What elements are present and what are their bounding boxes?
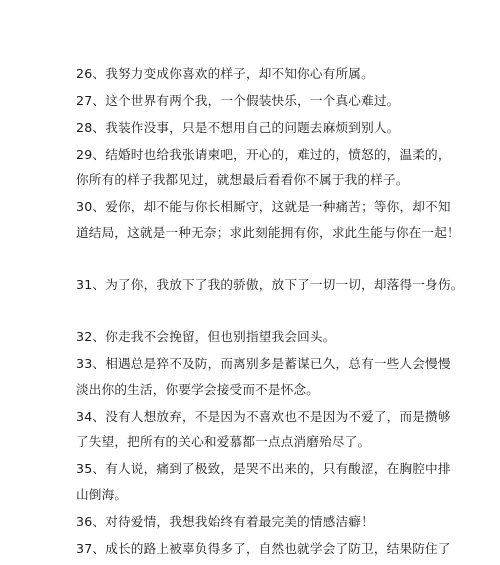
text-line: 26、我努力变成你喜欢的样子，却不知你心有所属。 xyxy=(76,66,374,81)
text-line: 32、你走我不会挽留，但也别指望我会回头。 xyxy=(76,329,336,344)
text-line: 27、这个世界有两个我，一个假装快乐，一个真心难过。 xyxy=(76,93,400,108)
text-line: 35、有人说，痛到了极致，是哭不出来的，只有酸涩，在胸腔中排 xyxy=(76,461,451,476)
text-line: 淡出你的生活，你要学会接受而不是怀念。 xyxy=(76,382,320,397)
text-line: 29、结婚时也给我张请柬吧，开心的，难过的，愤怒的，温柔的， xyxy=(76,147,451,162)
text-line: 山倒海。 xyxy=(76,487,128,502)
text-line: 37、成长的路上被辜负得多了，自然也就学会了防卫，结果防住了 xyxy=(76,541,451,556)
text-line: 你所有的样子我都见过，就想最后看看你不属于我的样子。 xyxy=(76,172,409,187)
text-line: 36、对待爱情，我想我始终有着最完美的情感洁癖！ xyxy=(76,514,374,529)
text-line: 34、没有人想放弃，不是因为不喜欢也不是因为不爱了，而是攒够 xyxy=(76,409,451,424)
text-line: 33、相遇总是猝不及防，而离别多是蓄谋已久，总有一些人会慢慢 xyxy=(76,356,451,371)
text-line: 30、爱你，却不能与你长相厮守，这就是一种痛苦；等你，却不知 xyxy=(76,199,451,214)
text-line: 了失望，把所有的关心和爱慕都一点点消磨殆尽了。 xyxy=(76,434,371,449)
text-line: 28、我装作没事，只是不想用自己的问题去麻烦到别人。 xyxy=(76,120,400,135)
text-line: 31、为了你，我放下了我的骄傲，放下了一切一切，却落得一身伤。 xyxy=(76,277,464,292)
text-line: 道结局，这就是一种无奈；求此刻能拥有你，求此生能与你在一起！ xyxy=(76,225,460,240)
